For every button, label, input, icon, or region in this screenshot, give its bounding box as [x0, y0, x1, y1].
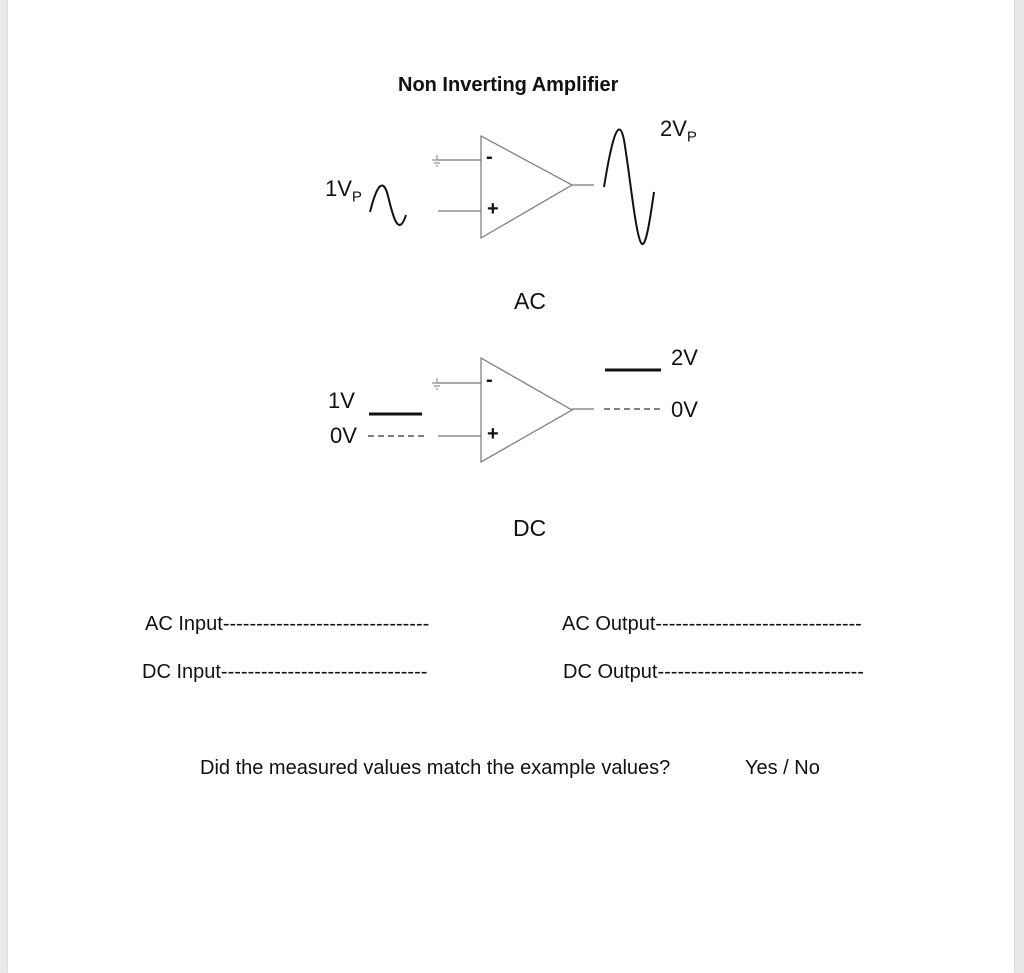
diagram-title: Non Inverting Amplifier [398, 74, 619, 96]
ac-input-sine-icon [370, 185, 406, 224]
dc-output-low-label: 0V [671, 397, 698, 422]
ac-ground-icon [432, 155, 442, 166]
ac-output-value: 2V [660, 116, 687, 141]
ac-section-label: AC [514, 288, 546, 314]
dc-output-high-label: 2V [671, 345, 698, 370]
ac-output-field[interactable]: AC Output------------------------------- [562, 613, 862, 635]
dc-input-low-label: 0V [330, 423, 357, 448]
yes-no-answer[interactable]: Yes / No [745, 757, 820, 779]
dc-input-field[interactable]: DC Input------------------------------- [142, 661, 428, 683]
ac-output-label [660, 116, 697, 145]
match-question: Did the measured values match the example values? [200, 757, 671, 779]
ac-output-subscript: P [686, 128, 697, 146]
ac-input-field[interactable]: AC Input------------------------------- [145, 613, 430, 635]
dc-section-label: DC [513, 515, 547, 541]
ac-inverting-sign: - [486, 146, 493, 168]
dc-opamp [432, 358, 594, 462]
dc-inverting-sign: - [486, 369, 493, 391]
ac-input-label [325, 176, 362, 205]
ac-opamp-triangle [481, 136, 572, 238]
ac-output-sine-icon [604, 129, 654, 244]
dc-output-field[interactable]: DC Output------------------------------- [563, 661, 864, 683]
ac-opamp [432, 136, 594, 238]
dc-opamp-triangle [481, 358, 572, 462]
ac-input-subscript: P [351, 188, 362, 206]
ac-noninverting-sign: + [487, 198, 499, 220]
ac-input-value: 1V [325, 176, 352, 201]
dc-ground-icon [432, 378, 442, 389]
dc-input-high-label: 1V [328, 388, 355, 413]
dc-noninverting-sign: + [487, 423, 499, 445]
